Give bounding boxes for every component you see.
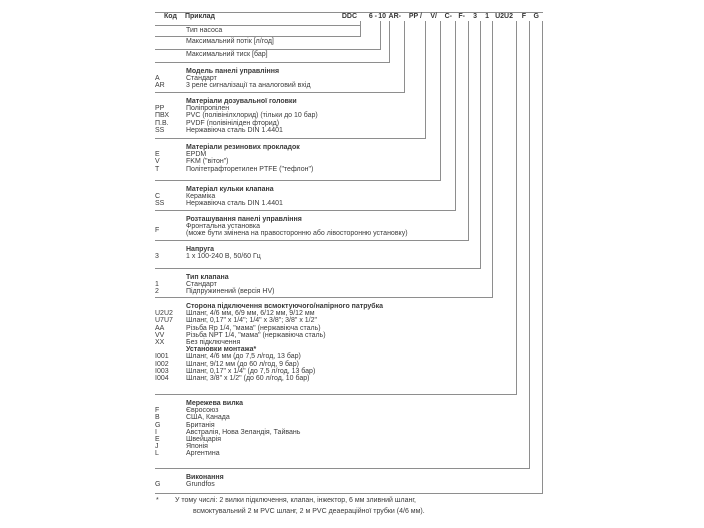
row-description — [186, 82, 311, 89]
row-description-line: Стандарт — [186, 281, 217, 289]
row-description-line: Шланг, 4/6 мм (до 7,5 л/год, 13 бар) — [186, 353, 301, 361]
row-code: I003 — [155, 367, 169, 375]
section-title: Матеріал кульки клапана — [186, 186, 274, 193]
row-description — [186, 166, 313, 173]
example-code-part: U2U2 — [495, 13, 513, 20]
row-description — [186, 450, 220, 457]
row-description-line: 3 реле сигналізації та аналоговий вхід — [186, 82, 311, 90]
row-code: 2 — [155, 288, 159, 296]
type-key-row — [155, 375, 516, 382]
section-bottom-line — [155, 180, 441, 181]
type-key-row — [155, 223, 468, 237]
row-code: A — [155, 75, 160, 83]
type-key-row — [155, 450, 529, 457]
footnote-marker: * — [156, 497, 159, 504]
example-code-part: 10 — [378, 13, 386, 20]
row-code: П.В. — [155, 119, 169, 127]
type-key-row — [155, 127, 425, 134]
section-box-9 — [155, 268, 492, 297]
example-code-part: F — [521, 13, 526, 20]
row-code: VV — [155, 331, 165, 339]
code-connector-line — [404, 21, 405, 92]
section-bottom-line — [155, 240, 469, 241]
row-description — [186, 38, 274, 45]
row-description-line: Британія — [186, 421, 215, 429]
type-key-row — [155, 317, 516, 324]
example-code-part: F- — [458, 13, 465, 20]
row-description — [186, 407, 218, 414]
row-code: E — [155, 436, 160, 444]
example-column-header: Приклад — [185, 13, 215, 20]
row-description-line: (може бути змінена на правосторонню або лівосторонню установку) — [186, 230, 408, 238]
section-box-3 — [155, 62, 404, 92]
footnote-text-line2: всмоктувальний 2 м PVC шланг, 2 м PVC деаераційної трубки (4/6 мм). — [193, 508, 425, 515]
type-key-row — [155, 422, 529, 429]
row-description-line: Шланг, 9/12 мм (до 60 л/год, 9 бар) — [186, 360, 299, 368]
row-description — [186, 325, 321, 332]
type-key-row — [155, 112, 425, 119]
row-code: J — [155, 443, 159, 451]
row-description-line: Стандарт — [186, 75, 217, 83]
row-code: SS — [155, 126, 165, 134]
section-title: Виконання — [186, 474, 224, 481]
section-title: Матеріали дозувальної головки — [186, 98, 297, 105]
example-code-part: G — [533, 13, 539, 20]
row-code: T — [155, 165, 160, 173]
row-description-line: Кераміка — [186, 193, 216, 201]
row-description — [186, 51, 268, 58]
section-bottom-line — [155, 493, 543, 494]
example-code-part: 6 - — [368, 13, 377, 20]
section-box-6 — [155, 180, 455, 210]
row-description — [186, 443, 208, 450]
type-key-row — [155, 120, 425, 127]
type-key-row — [155, 310, 516, 317]
section-box-10 — [155, 297, 516, 394]
row-code: F — [155, 407, 160, 415]
type-key-row — [155, 325, 516, 332]
row-description-line: Шланг, 0,17" x 1/4"; 1/4" x 3/8"; 3/8" x 1/2" — [186, 317, 317, 325]
row-description-line: EPDM — [186, 151, 207, 159]
section-title: Розташування панелі управління — [186, 216, 302, 223]
row-description — [186, 288, 274, 295]
row-code: AR — [155, 82, 165, 90]
type-key-row — [155, 443, 529, 450]
code-connector-line — [389, 21, 390, 62]
section-title: Тип клапана — [186, 274, 229, 281]
section-box-12 — [155, 468, 542, 493]
section-bottom-line — [155, 92, 405, 93]
example-code-part: AR- — [388, 13, 401, 20]
row-description-line: Шланг, 3/8" x 1/2" (до 60 л/год, 10 бар) — [186, 375, 310, 383]
row-description — [186, 429, 300, 436]
code-connector-line — [360, 21, 361, 36]
section-bottom-line — [155, 468, 530, 469]
row-code: G — [155, 481, 161, 489]
type-key-row — [155, 429, 529, 436]
section-bottom-line — [155, 62, 390, 63]
type-key-row — [155, 332, 516, 339]
row-code: C — [155, 193, 161, 201]
type-key-row — [155, 158, 440, 165]
row-description — [186, 414, 230, 421]
type-key-row — [155, 51, 389, 58]
type-key-row — [155, 38, 380, 45]
row-description-line: Австралія, Нова Зеландія, Тайвань — [186, 428, 301, 436]
section-title: Мережева вилка — [186, 400, 244, 407]
row-description — [186, 158, 229, 165]
example-code-part: PP / — [408, 13, 422, 20]
section-bottom-line — [155, 49, 381, 50]
section-box-4 — [155, 92, 425, 138]
row-description — [186, 361, 299, 368]
section-box-0 — [155, 25, 360, 36]
row-description — [186, 339, 240, 346]
row-description-line: Тип насоса — [186, 27, 223, 34]
row-code: B — [155, 414, 160, 422]
section-box-5 — [155, 138, 440, 180]
section-bottom-line — [155, 394, 517, 395]
row-description — [186, 200, 283, 207]
row-description — [186, 317, 317, 324]
type-key-row — [155, 353, 516, 360]
example-code-part: DDC — [341, 13, 357, 20]
row-code: 1 — [155, 281, 159, 289]
section-box-8 — [155, 240, 480, 268]
row-description-line: Різьба NPT 1/4, "мама" (нержавіюча сталь) — [186, 331, 326, 339]
row-description-line: PVC (полівінілхлорид) (тільки до 10 бар) — [186, 112, 318, 120]
row-description — [186, 353, 301, 360]
code-column-header: Код — [164, 13, 177, 20]
section-title: Напруга — [186, 246, 215, 253]
row-code: F — [155, 226, 160, 234]
row-description-line: Фронтальна установка — [186, 223, 260, 231]
section-bottom-line — [155, 268, 481, 269]
code-connector-line — [492, 21, 493, 297]
row-description — [186, 223, 408, 237]
row-code: I004 — [155, 375, 169, 383]
row-description-line: Максимальний тиск [бар] — [186, 51, 268, 58]
example-code-part: V/ — [430, 13, 437, 20]
footnote-text-line1: У тому числі: 2 вилки підключення, клапан, інжектор, 6 мм зливний шланг, — [175, 497, 416, 504]
section-title: Матеріали резинових прокладок — [186, 144, 300, 151]
row-description-line: PVDF (полівініліден фторид) — [186, 119, 280, 127]
row-code: SS — [155, 200, 165, 208]
section-box-2 — [155, 49, 389, 62]
row-description — [186, 422, 215, 429]
row-description-line: Підпружинений (версія HV) — [186, 288, 275, 296]
section-bottom-line — [155, 138, 426, 139]
row-description-line: Максимальний потік [л/год] — [186, 38, 274, 45]
row-description-line: Шланг, 0,17" x 1/4" (до 7,5 л/год, 13 бар) — [186, 367, 316, 375]
row-code: XX — [155, 339, 165, 347]
row-code: E — [155, 151, 160, 159]
section-box-1 — [155, 36, 380, 49]
row-description — [186, 375, 309, 382]
row-description-line: Grundfos — [186, 481, 215, 489]
section-bottom-line — [155, 210, 456, 211]
type-key-row — [155, 414, 529, 421]
row-description — [186, 332, 326, 339]
type-key-row — [155, 368, 516, 375]
section-bottom-line — [155, 297, 493, 298]
row-description — [186, 368, 315, 375]
row-code: I001 — [155, 353, 169, 361]
row-description-line: Шланг, 4/6 мм, 6/9 мм, 6/12 мм, 9/12 мм — [186, 310, 315, 318]
row-description-line: Поліпропілен — [186, 105, 230, 113]
type-key-row — [155, 481, 542, 488]
code-connector-line — [542, 21, 543, 493]
code-connector-line — [529, 21, 530, 468]
row-description — [186, 120, 279, 127]
example-code-part: 1 — [485, 13, 489, 20]
type-key-row — [155, 436, 529, 443]
row-code: AA — [155, 324, 165, 332]
row-code: L — [155, 450, 159, 458]
code-connector-line — [380, 21, 381, 49]
row-description — [186, 112, 318, 119]
row-code: U7U7 — [155, 317, 173, 325]
row-code: ПВХ — [155, 112, 170, 120]
example-code-part: C- — [444, 13, 452, 20]
code-connector-line — [468, 21, 469, 240]
type-key-row — [155, 166, 440, 173]
code-connector-line — [480, 21, 481, 268]
code-connector-line — [440, 21, 441, 180]
row-code: PP — [155, 105, 165, 113]
section-box-11 — [155, 394, 529, 468]
type-key-row — [155, 200, 455, 207]
row-description — [186, 481, 215, 488]
row-code: V — [155, 158, 160, 166]
row-description-line: Швейцарія — [186, 436, 221, 444]
row-description-line: Японія — [186, 443, 208, 451]
code-connector-line — [455, 21, 456, 210]
row-description-line: Євросоюз — [186, 407, 219, 415]
section-box-7 — [155, 210, 468, 240]
type-key-row — [155, 407, 529, 414]
code-connector-line — [516, 21, 517, 394]
row-code: 3 — [155, 253, 159, 261]
row-description-line: США, Канада — [186, 414, 230, 422]
code-connector-line — [425, 21, 426, 138]
section-title: Модель панелі управління — [186, 68, 280, 75]
type-key-row — [155, 361, 516, 368]
type-key-row — [155, 288, 492, 295]
row-description — [186, 127, 283, 134]
type-key-row — [155, 339, 516, 346]
row-description-line: Нержавіюча сталь DIN 1.4401 — [186, 126, 283, 134]
row-description-line: Політетрафторетилен PTFE ("тефлон") — [186, 165, 314, 173]
row-description-line: Аргентина — [186, 450, 220, 458]
row-subtitle: Установки монтажа* — [186, 346, 257, 354]
type-key-row — [155, 27, 360, 34]
row-description-line: Без підключення — [186, 339, 241, 347]
row-description — [186, 253, 261, 260]
example-code-part: 3 — [473, 13, 477, 20]
row-description-line: Нержавіюча сталь DIN 1.4401 — [186, 200, 283, 208]
row-description-line: 1 x 100-240 В, 50/60 Гц — [186, 253, 261, 261]
type-key-row — [155, 82, 404, 89]
row-description-line: FKM ("вітон") — [186, 158, 229, 166]
section-title: Сторона підключення всмоктуючого/напірного патрубка — [186, 303, 384, 310]
row-description — [186, 27, 222, 34]
row-description-line: Різьба Rp 1/4, "мама" (нержавіюча сталь) — [186, 324, 321, 332]
section-bottom-line — [155, 36, 361, 37]
row-description — [186, 310, 315, 317]
row-code: I002 — [155, 360, 169, 368]
row-code: G — [155, 421, 161, 429]
type-key-row — [155, 253, 480, 260]
row-code: I — [155, 428, 157, 436]
row-code: U2U2 — [155, 310, 173, 318]
